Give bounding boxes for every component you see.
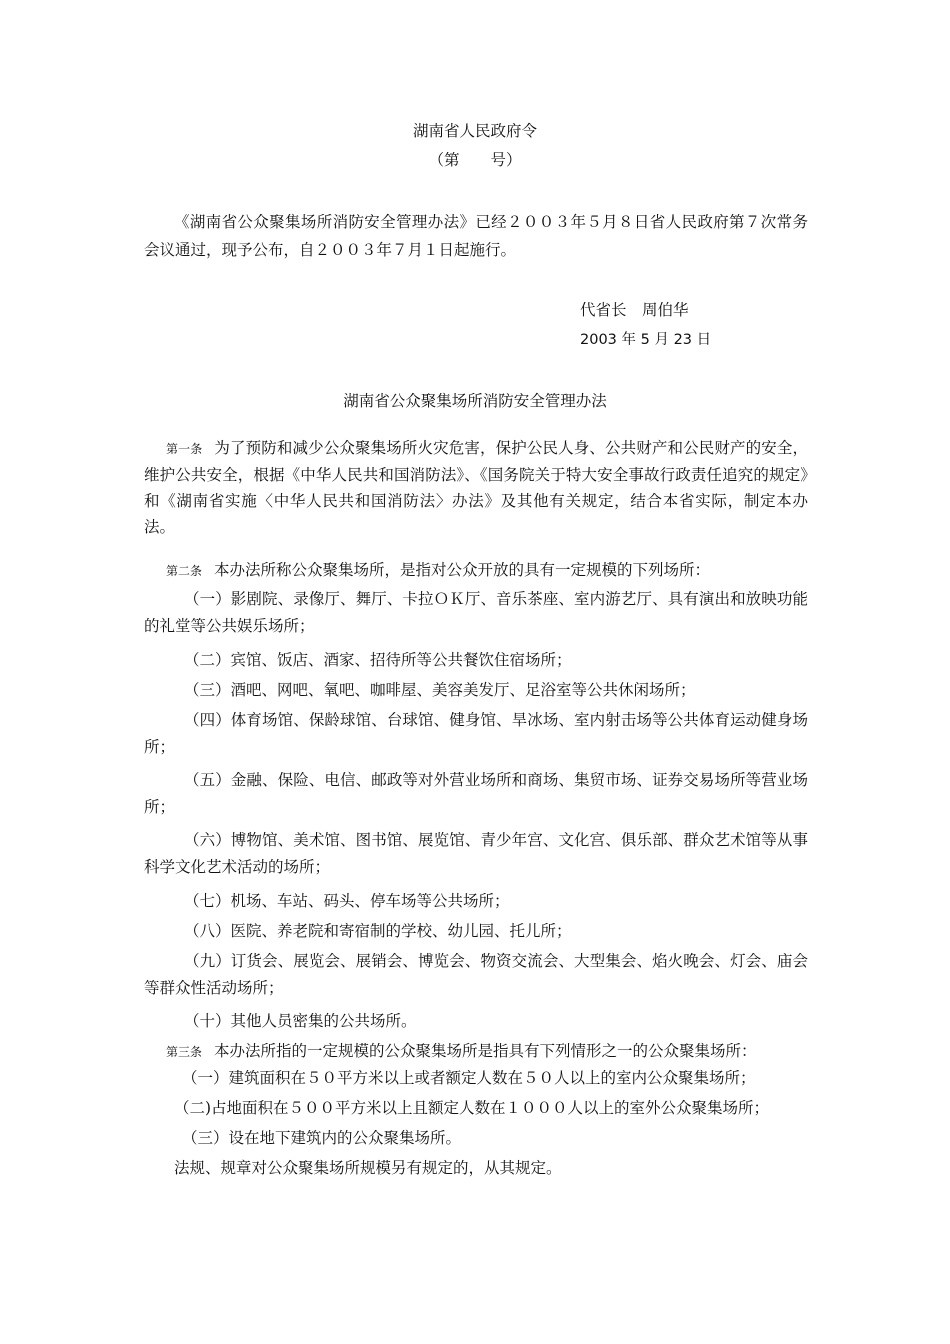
article-2-text: 本办法所称公众聚集场所，是指对公众开放的具有一定规模的下列场所： [214, 561, 711, 579]
preamble: 《湖南省公众聚集场所消防安全管理办法》已经２００３年５月８日省人民政府第７次常务会议通过，现予公布，自２００３年７月１日起施行。 [144, 213, 808, 259]
article-3-item: （三）设在地下建筑内的公众聚集场所。 [182, 1129, 462, 1147]
article-2-item: （一）影剧院、录像厅、舞厅、卡拉ＯＫ厅、音乐茶座、室内游艺厅、具有演出和放映功能的礼堂等公共娱乐场所； [144, 590, 808, 635]
article-3 [144, 1038, 808, 1065]
article-3-item: （二)占地面积在５００平方米以上且额定人数在１０００人以上的室外公众聚集场所； [174, 1099, 770, 1117]
decree-number: （第 号） [428, 151, 522, 169]
article-2-item: （三）酒吧、网吧、氧吧、咖啡屋、美容美发厅、足浴室等公共休闲场所； [184, 681, 696, 699]
article-2 [144, 557, 808, 584]
article-1-label: 第一条 [166, 442, 203, 456]
article-2-item: （十）其他人员密集的公共场所。 [184, 1012, 417, 1030]
article-2-item: （五）金融、保险、电信、邮政等对外营业场所和商场、集贸市场、证券交易场所等营业场所； [144, 771, 808, 816]
article-1-text: 为了预防和减少公众聚集场所火灾危害，保护公民人身、公共财产和公民财产的安全，维护公共安全，根据《中华人民共和国消防法》、《国务院关于特大安全事故行政责任追究的规定》和《湖南省实施〈中华人民共和国消防法〉办法》及其他有关规定，结合本省实际，制定本办法。 [144, 439, 808, 536]
signature-date: 2003 年 5 月 23 日 [580, 332, 712, 348]
article-1 [144, 435, 808, 540]
article-3-text: 本办法所指的一定规模的公众聚集场所是指具有下列情形之一的公众聚集场所： [214, 1042, 757, 1060]
article-2-item: （二）宾馆、饭店、酒家、招待所等公共餐饮住宿场所； [184, 651, 572, 669]
article-2-item: （四）体育场馆、保龄球馆、台球馆、健身馆、旱冰场、室内射击场等公共体育运动健身场所； [144, 711, 808, 756]
article-2-item: （七）机场、车站、码头、停车场等公共场所； [184, 892, 510, 910]
article-3-item: （一）建筑面积在５０平方米以上或者额定人数在５０人以上的室内公众聚集场所； [182, 1069, 756, 1087]
article-3-label: 第三条 [166, 1045, 203, 1059]
article-2-label: 第二条 [166, 564, 203, 578]
signatory: 代省长 周伯华 [580, 301, 689, 319]
article-2-item: （八）医院、养老院和寄宿制的学校、幼儿园、托儿所； [184, 922, 572, 940]
decree-title: 湖南省人民政府令 [412, 122, 537, 140]
article-2-item: （九）订货会、展览会、展销会、博览会、物资交流会、大型集会、焰火晚会、灯会、庙会等群众性活动场所； [144, 952, 808, 997]
closing-provision: 法规、规章对公众聚集场所规模另有规定的，从其规定。 [174, 1159, 562, 1177]
document-title: 湖南省公众聚集场所消防安全管理办法 [343, 392, 607, 410]
article-2-item: （六）博物馆、美术馆、图书馆、展览馆、青少年宫、文化宫、俱乐部、群众艺术馆等从事科学文化艺术活动的场所； [144, 831, 808, 876]
